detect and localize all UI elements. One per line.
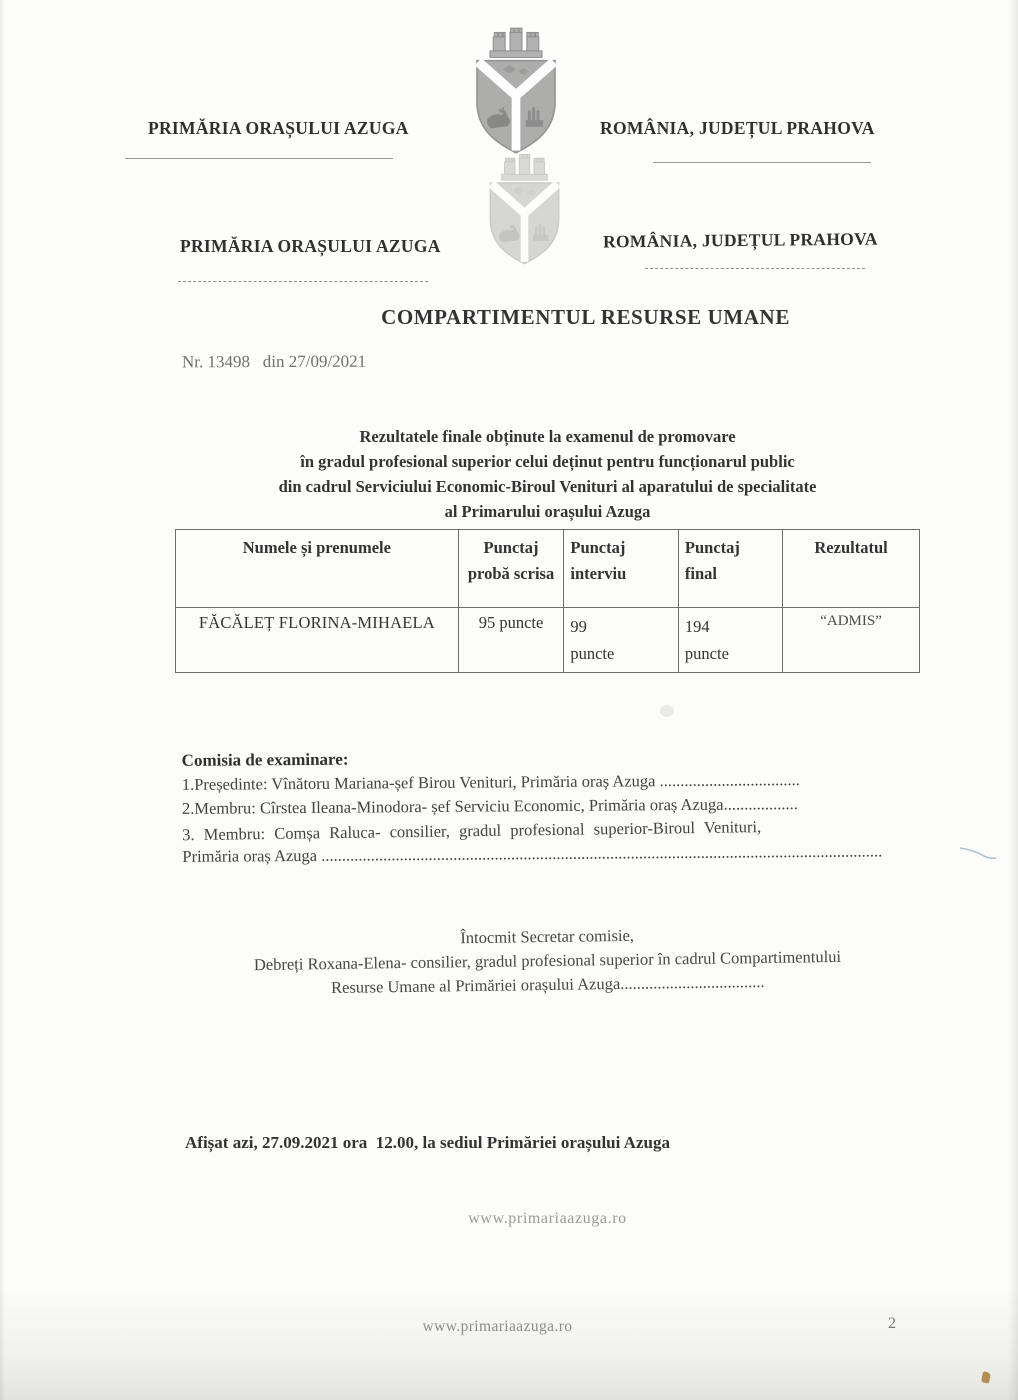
pen-mark: [958, 842, 1000, 862]
column-header-name: Numele și prenumele: [176, 530, 459, 608]
table-row: [176, 608, 920, 673]
secretary-section: [140, 919, 956, 1002]
divider-line-dashed: [645, 268, 865, 269]
cell-written-score: 95 puncte: [458, 608, 564, 673]
smudge-mark: [660, 705, 674, 717]
cell-interview-score: 99 puncte: [564, 608, 679, 673]
divider-line: [653, 162, 871, 163]
cell-result: “ADMIS”: [783, 608, 920, 673]
results-table: [175, 529, 920, 673]
department-title: COMPARTIMENTUL RESURSE UMANE: [381, 305, 790, 329]
commission-member: 3. Membru: Comșa Raluca- consilier, gradul profesional superior-Biroul Venituri,: [182, 817, 762, 845]
secretary-heading: Întocmit Secretar comisie,: [460, 925, 635, 948]
divider-line: [125, 158, 393, 159]
cell-final-score: 194 puncte: [678, 608, 782, 673]
subject-line: din cadrul Serviciului Economic-Biroul Venituri al aparatului de specialitate: [278, 477, 817, 496]
azuga-coat-of-arms-icon: [460, 26, 572, 156]
scan-edge-left: [0, 0, 5, 1400]
scan-edge-right: [1008, 0, 1018, 1400]
commission-section: [182, 743, 928, 869]
secretary-line: Debreți Roxana-Elena- consilier, gradul profesional superior în cadrul Compartimentului: [253, 946, 842, 975]
subject-line: al Primarului orașului Azuga: [444, 502, 651, 521]
column-header-result: Rezultatul: [783, 530, 920, 608]
footer-website-url: www.primariaazuga.ro: [422, 1318, 573, 1335]
letterhead-top-right-org: ROMÂNIA, JUDEȚUL PRAHOVA: [600, 118, 875, 138]
commission-heading: Comisia de examinare:: [181, 749, 349, 770]
azuga-coat-of-arms-icon-faded: [477, 152, 572, 267]
posting-note: Afișat azi, 27.09.2021 ora 12.00, la sediul Primăriei orașului Azuga: [185, 1133, 670, 1152]
cell-candidate-name: FĂCĂLEȚ FLORINA-MIHAELA: [176, 608, 459, 673]
divider-line-dashed: [178, 281, 428, 282]
table-header-row: [176, 530, 920, 608]
commission-member: 2.Membru: Cîrstea Ileana-Minodora- șef Serviciu Economic, Primăria oraș Azuga..................: [181, 794, 798, 818]
commission-member-continued: Primăria oraș Azuga ........................................................................................................................................: [182, 841, 883, 866]
column-header-final-score: Punctaj final: [678, 530, 782, 608]
letterhead-inner-right-org: ROMÂNIA, JUDEȚUL PRAHOVA: [602, 228, 878, 252]
registration-number: Nr. 13498 din 27/09/2021: [181, 351, 367, 372]
column-header-written-score: Punctaj probă scrisa: [458, 530, 564, 608]
column-header-interview-score: Punctaj interviu: [564, 530, 679, 608]
subject-line: în gradul profesional superior celui deținut pentru funcționarul public: [300, 452, 795, 471]
secretary-line: Resurse Umane al Primăriei orașului Azuga...................................: [330, 971, 765, 998]
website-url: www.primariaazuga.ro: [468, 1210, 627, 1227]
letterhead-top-left-org: PRIMĂRIA ORAȘULUI AZUGA: [148, 118, 409, 138]
subject-line: Rezultatele finale obținute la examenul de promovare: [359, 427, 736, 446]
stain-mark: [981, 1371, 991, 1383]
commission-member: 1.Președinte: Vînătoru Mariana-șef Birou Venituri, Primăria oraș Azuga ..................................: [181, 770, 800, 794]
subject-paragraph: [175, 424, 920, 524]
letterhead-inner-left-org: PRIMĂRIA ORAȘULUI AZUGA: [180, 236, 441, 256]
page-number: 2: [888, 1315, 896, 1332]
